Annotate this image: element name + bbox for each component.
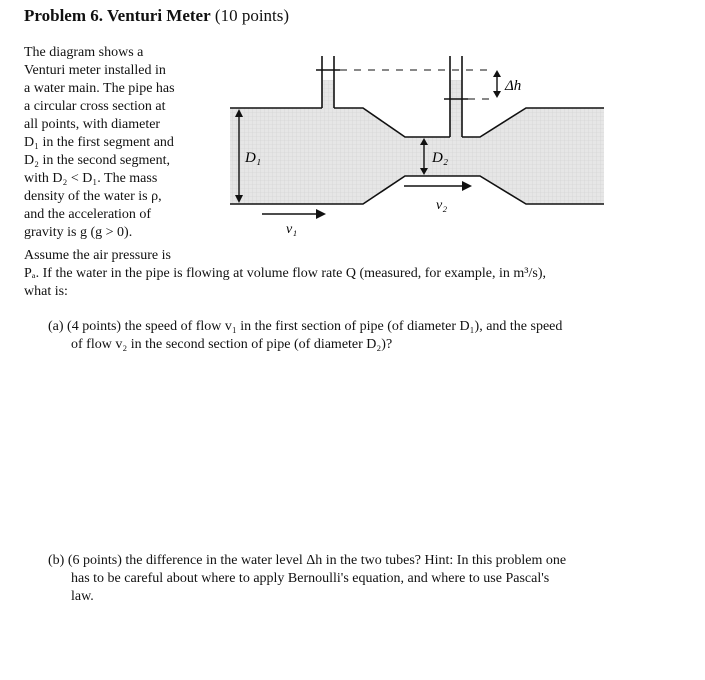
intro-line: a water main. The pipe has [24,81,175,96]
part-a-line1: (a) (4 points) the speed of flow v₁ in the first section of pipe (of diameter D₁), and the speed [48,319,563,334]
delta-h-label: Δh [505,78,522,94]
intro-line: D₁ in the first segment and [24,135,174,150]
v2-label: v₂ [436,198,448,213]
intro-line: with D₂ < D₁. The mass [24,171,158,186]
continuation-line: Assume the air pressure is [24,248,171,263]
v2-arrow [404,181,472,191]
venturi-diagram [0,0,705,300]
v1-label: v₁ [286,222,298,237]
problem-label: Problem 6. Venturi Meter [24,6,211,25]
v1-arrow [262,209,326,219]
part-a-line2: of flow v₂ in the second section of pipe (of diameter D₂)? [71,337,393,352]
problem-points: (10 points) [214,6,290,25]
part-b-line3: law. [71,589,94,604]
intro-line: all points, with diameter [24,117,161,132]
d1-label: D₁ [245,150,262,166]
continuation-line: what is: [24,284,68,299]
d2-label: D₂ [432,150,449,166]
intro-line: Venturi meter installed in [24,63,166,78]
intro-line: and the acceleration of [24,207,152,222]
part-b-line2: has to be careful about where to apply Bernoulli's equation, and where to use Pascal's [71,571,550,586]
intro-line: D₂ in the second segment, [24,153,171,168]
intro-line: density of the water is ρ, [24,189,162,204]
intro-line: The diagram shows a [24,45,144,60]
part-b-line1: (b) (6 points) the difference in the water level Δh in the two tubes? Hint: In this problem one [48,553,567,568]
delta-h-arrow [493,70,501,98]
intro-line: gravity is g (g > 0). [24,225,133,240]
part-b [48,552,668,606]
part-a [48,318,668,354]
intro-line: a circular cross section at [24,99,166,114]
continuation-line: Pₐ. If the water in the pipe is flowing at volume flow rate Q (measured, for example, in m³/s), [24,266,546,281]
